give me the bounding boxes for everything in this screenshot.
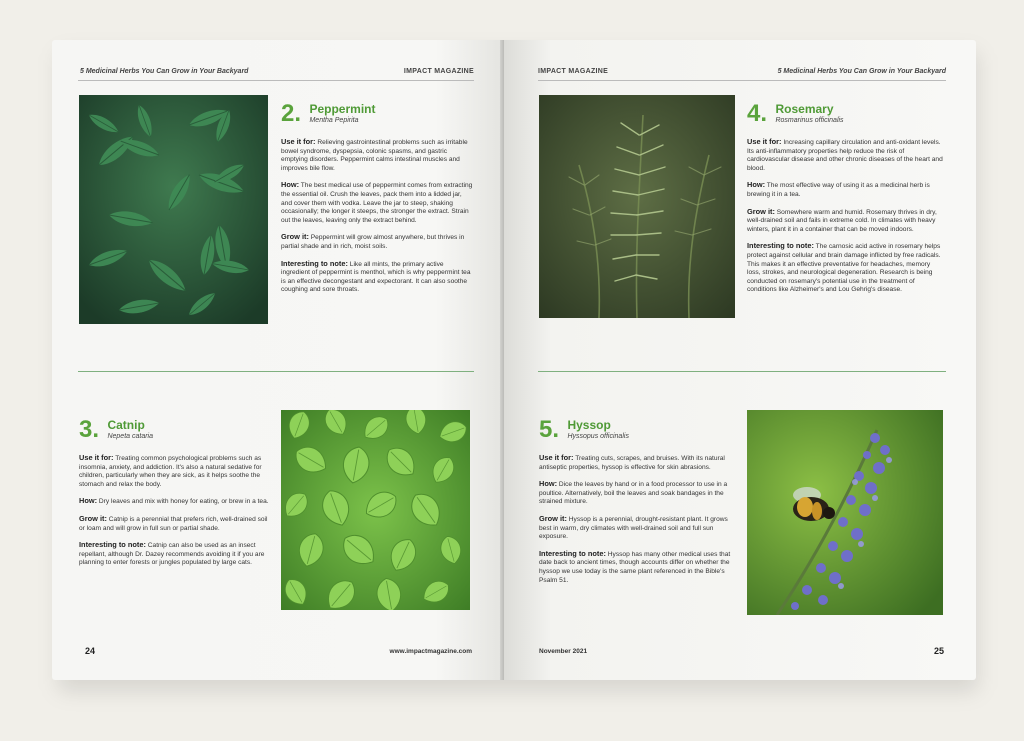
how-text: The best medical use of peppermint comes from extracting the essential oil. Crush the leaves, pack them into a lidded jar, and cover them with vodka. Leave the jar to steep, shaking occasionally; the longer it steeps, the stronger the extract. Strain out the leaves, leaving only the extract behind. [281, 182, 473, 224]
note-paragraph [281, 260, 473, 295]
herb-entry-catnip [79, 418, 271, 568]
note-text: Like all mints, the primary active ingredient of peppermint is menthol, which is why peppermint tea is an effective decongestant and expectorant. It can also soothe coughing and sore throats. [281, 260, 471, 294]
grow-text: Somewhere warm and humid. Rosemary thrives in dry, well-drained soil and fails in extreme cold. In climates with heavy winters, plant it in a container that can be moved indoors. [747, 208, 937, 233]
grow-label: Grow it: [281, 232, 309, 242]
grow-paragraph [281, 233, 473, 251]
how-text: Dice the leaves by hand or in a food processor to use in a poultice. Alternatively, boil the leaves and soak bandages in the strained mixture. [539, 481, 728, 506]
herb-scientific-name: Mentha Pepirita [309, 117, 359, 124]
herb-entry-hyssop [539, 418, 735, 585]
use-text: Treating common psychological problems such as insomnia, anxiety, and addiction. It's also a natural sedative for children, particularly when they are sick, as it helps soothe the stomach and relax the body. [79, 455, 262, 488]
use-paragraph [281, 138, 473, 173]
catnip-photo [281, 410, 470, 610]
grow-text: Catnip is a perennial that prefers rich, well-drained soil or loam and will grow in full sun or partial shade. [79, 515, 268, 532]
use-text: Increasing capillary circulation and anti-oxidant levels. Its anti-inflammatory properties help reduce the risk of cardiovascular disease and other chronic diseases of the heart and blood. [747, 139, 943, 172]
note-text: Catnip can also be used as an insect repellant, although Dr. Dazey recommends avoiding it if you are planning to enter forests or jungles populated by large cats. [79, 542, 265, 567]
herb-scientific-name: Hyssopus officinalis [567, 433, 629, 440]
running-title: 5 Medicinal Herbs You Can Grow in Your Backyard [80, 68, 249, 75]
how-label: How: [747, 180, 766, 190]
how-label: How: [281, 180, 300, 190]
note-label: Interesting to note: [539, 548, 606, 558]
grow-label: Grow it: [79, 513, 107, 523]
magazine-name: IMPACT MAGAZINE [403, 68, 474, 75]
peppermint-photo [79, 95, 268, 324]
right-page [504, 40, 976, 680]
use-paragraph [747, 138, 943, 173]
grow-text: Hyssop is a perennial, drought-resistant plant. It grows best in warm, dry climates with well-drained soil and full sun exposure. [539, 515, 728, 541]
section-divider [538, 371, 946, 372]
page-number: 24 [85, 646, 96, 656]
grow-label: Grow it: [539, 513, 567, 523]
herb-number: 4. [747, 100, 768, 127]
herb-name: Catnip [107, 418, 145, 432]
note-paragraph [747, 242, 943, 295]
note-label: Interesting to note: [747, 241, 814, 251]
how-paragraph [79, 497, 271, 507]
note-label: Interesting to note: [79, 540, 146, 550]
use-label: Use it for: [281, 137, 316, 146]
herb-number: 2. [281, 100, 302, 127]
how-label: How: [79, 496, 98, 506]
herb-entry-peppermint [281, 102, 473, 295]
grow-label: Grow it: [747, 206, 775, 216]
left-page [52, 40, 504, 680]
how-label: How: [539, 479, 558, 489]
note-text: The carnosic acid active in rosemary helps protect against cellular and brain damage inflicted by free radicals. This makes it an effective preventative for headaches, memory loss, strokes, and neurological degeneration. Research is being conducted on rosemary's potential use in the treatment of conditions like Alzheimer's and Lou Gehrig's disease. [747, 243, 941, 294]
magazine-name: IMPACT MAGAZINE [538, 68, 609, 75]
note-paragraph [79, 541, 271, 568]
rosemary-photo [539, 95, 735, 318]
herb-scientific-name: Nepeta cataria [107, 433, 153, 440]
herb-number: 5. [539, 416, 560, 443]
grow-paragraph [539, 515, 735, 542]
herb-number: 3. [79, 416, 100, 443]
herb-scientific-name: Rosmarinus officinalis [775, 117, 844, 124]
grow-text: Peppermint will grow almost anywhere, but thrives in partial shade and in rich, moist soils. [281, 234, 465, 250]
how-paragraph [747, 181, 943, 199]
grow-paragraph [747, 208, 943, 235]
header-rule [78, 80, 474, 81]
herb-name: Hyssop [567, 418, 611, 432]
how-text: The most effective way of using it as a medicinal herb is brewing it in a tea. [747, 182, 930, 198]
use-label: Use it for: [539, 453, 574, 462]
grow-paragraph [79, 515, 271, 533]
section-divider [78, 371, 474, 372]
use-label: Use it for: [79, 453, 114, 462]
herb-name: Peppermint [309, 102, 376, 116]
running-title: 5 Medicinal Herbs You Can Grow in Your Backyard [777, 68, 946, 75]
page-number: 25 [933, 646, 944, 656]
how-paragraph [281, 181, 473, 225]
footer-date: November 2021 [539, 648, 588, 655]
note-text: Hyssop has many other medical uses that date back to ancient times, though accounts differ on whether the hyssop we use today is the same plant referenced in the Bible's Psalm 51. [539, 550, 731, 584]
herb-entry-rosemary [747, 102, 943, 295]
herb-name: Rosemary [775, 102, 834, 116]
hyssop-photo [747, 410, 943, 615]
use-paragraph [79, 454, 271, 489]
how-paragraph [539, 480, 735, 507]
note-paragraph [539, 550, 735, 585]
use-text: Relieving gastrointestinal problems such as irritable bowel syndrome, dyspepsia, colonic spasms, and gastric emptying disorders. Peppermint calms intestinal muscles and improves bile flow. [281, 139, 468, 172]
note-label: Interesting to note: [281, 258, 348, 268]
how-text: Dry leaves and mix with honey for eating, or brew in a tea. [98, 498, 269, 506]
use-label: Use it for: [747, 137, 782, 146]
use-paragraph [539, 454, 735, 472]
use-text: Treating cuts, scrapes, and bruises. With its natural antiseptic properties, hyssop is effective for skin abrasions. [539, 455, 725, 471]
header-rule [538, 80, 946, 81]
footer-url: www.impactmagazine.com [389, 648, 472, 655]
